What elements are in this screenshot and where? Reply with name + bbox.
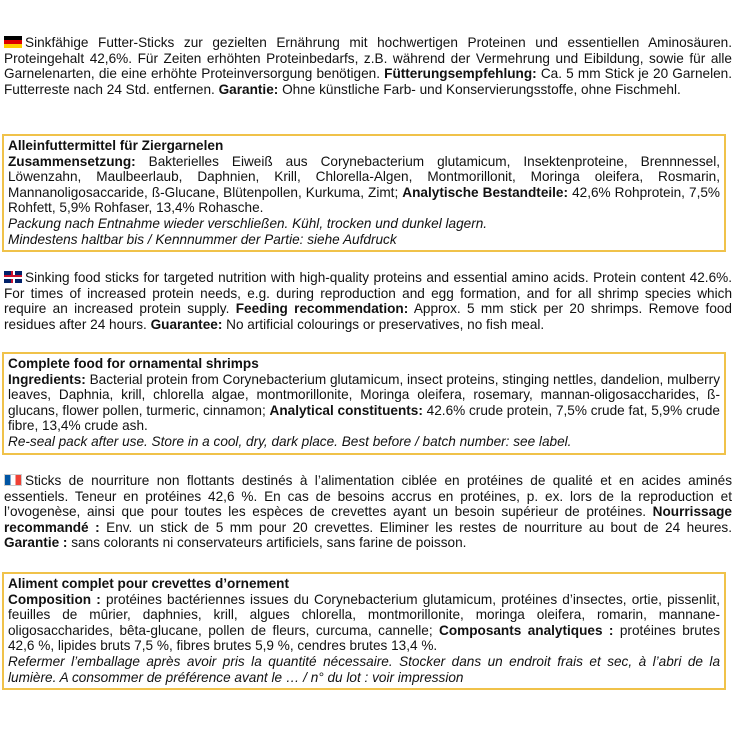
en-intro-text: Sinking food sticks for targeted nutrition with high-quality proteins and essential amino acids. Protein content 42.6%. For times of increased protein needs, e.g. during reproduction and egg formation, and for all shrimp species which require an increased protein supply. (4, 270, 732, 317)
flag-fr-icon (4, 474, 22, 486)
de-box-title: Alleinfuttermittel für Ziergarnelen (8, 138, 224, 153)
en-box-title: Complete food for ornamental shrimps (8, 356, 259, 371)
fr-analysis-label: Composants analytiques : (439, 622, 614, 638)
en-intro-paragraph (4, 270, 732, 332)
en-storage-note: Re-seal pack after use. Store in a cool, dry, dark place. Best before / batch number: see label. (8, 433, 572, 449)
en-analysis-label: Analytical constituents: (269, 402, 423, 418)
en-feeding-label: Feeding recommendation: (235, 301, 409, 317)
fr-intro-text: Sticks de nourriture non flottants destinés à l’alimentation ciblée en protéines de qualité et en acides aminés essentiels. Teneur en protéines 42,6 %. En cas de besoins accrus en protéines, p. ex. lors de la reproduction et l’ovogenèse, ainsi que pour toutes les espèces de crevettes ayant un besoin supérieur de protéines. (4, 473, 732, 520)
de-feeding-text: Ca. 5 mm Stick je 20 Garnelen. Futterreste nach 24 Std. entfernen. (4, 66, 732, 97)
en-ingredients-text: Bacterial protein from Corynebacterium glutamicum, insect proteins, stinging nettles, dandelion, mulberry leaves, Daphnia, krill, chlorella algae, montmorillonite, Moringa oleifera, rosemary, mannan-oligosaccharides, ß-glucans, flower pollen, turmeric, cinnamon; (8, 371, 720, 418)
fr-composition-label: Composition : (8, 591, 101, 607)
de-guarantee-label: Garantie: (218, 81, 279, 97)
en-feeding-text: Approx. 5 mm stick per 20 shrimps. Remove food residues after 24 hours. (4, 301, 732, 332)
en-ingredients-box (2, 352, 726, 455)
de-feeding-label: Fütterungsempfehlung: (384, 66, 537, 82)
de-analysis-label: Analytische Bestandteile: (402, 184, 569, 200)
en-guarantee-text: No artificial colourings or preservatives, no fish meal. (222, 316, 545, 332)
fr-feeding-label: Nourrissage recommandé : (4, 504, 732, 535)
fr-guarantee-label: Garantie : (4, 535, 68, 551)
de-composition-box (2, 134, 726, 252)
fr-intro-paragraph (4, 473, 732, 551)
fr-composition-box (2, 572, 726, 690)
de-batch-note: Mindestens haltbar bis / Kennnummer der Partie: siehe Aufdruck (8, 231, 397, 247)
en-ingredients-label: Ingredients: (8, 371, 86, 387)
de-composition-text: Bakterielles Eiweiß aus Corynebacterium glutamicum, Insektenproteine, Brennnessel, Löwenzahn, Maulbeerlaub, Daphnien, Krill, Chlorella-Algen, Montmorillonit, Moringa oleifera, Rosmarin, Mannanoligosaccaride, ß-Glucane, Blütenpollen, Kurkuma, Zimt; (8, 153, 720, 200)
flag-de-icon (4, 36, 22, 48)
de-storage-note: Packung nach Entnahme wieder verschließen. Kühl, trocken und dunkel lagern. (8, 215, 488, 231)
fr-storage-note: Refermer l’emballage après avoir pris la quantité nécessaire. Stocker dans un endroit frais et sec, à l’abri de la lumière. (8, 653, 720, 685)
fr-composition-text: protéines bactériennes issues du Corynebacterium glutamicum, protéines d’insectes, ortie, pissenlit, feuilles de mûrier, daphnies, krill, algues chlorella, montmorillonite, moringa oleifera, romarin, mannane-oligosaccharides, bêta-glucane, pollen de fleurs, curcuma, cannelle; (8, 591, 720, 638)
en-guarantee-label: Guarantee: (150, 316, 223, 332)
fr-batch-note: A consommer de préférence avant le … / n° du lot : voir impression (59, 669, 464, 685)
de-intro-text: Sinkfähige Futter-Sticks zur gezielten Ernährung mit hochwertigen Proteinen und essentiellen Aminosäuren. Proteingehalt 42,6%. Für Zeiten erhöhten Proteinbedarfs, z.B. während der Vermehrung und Eibildung, sowie für alle Garnelenarten, die eine erhöhte Proteinversorgung benötigen. (4, 35, 732, 82)
fr-analysis-text: protéines brutes 42,6 %, lipides bruts 7,5 %, fibres brutes 5,9 %, cendres brutes 13,4 %. (8, 622, 720, 654)
de-analysis-text: 42,6% Rohprotein, 7,5% Rohfett, 5,9% Rohfaser, 13,4% Rohasche. (8, 184, 721, 216)
fr-feeding-text: Env. un stick de 5 mm pour 20 crevettes. Eliminer les restes de nourriture au bout de 24 heures. (99, 519, 733, 535)
fr-box-title: Aliment complet pour crevettes d’ornement (8, 576, 289, 591)
flag-uk-icon (4, 271, 22, 283)
de-guarantee-text: Ohne künstliche Farb- und Konservierungsstoffe, ohne Fischmehl. (278, 81, 681, 97)
de-intro-paragraph (4, 35, 732, 97)
fr-guarantee-text: sans colorants ni conservateurs artificiels, sans farine de poisson. (67, 535, 467, 551)
de-composition-label: Zusammensetzung: (8, 153, 136, 169)
en-analysis-text: 42.6% crude protein, 7,5% crude fat, 5,9% crude fibre, 13,4% crude ash. (8, 402, 720, 434)
